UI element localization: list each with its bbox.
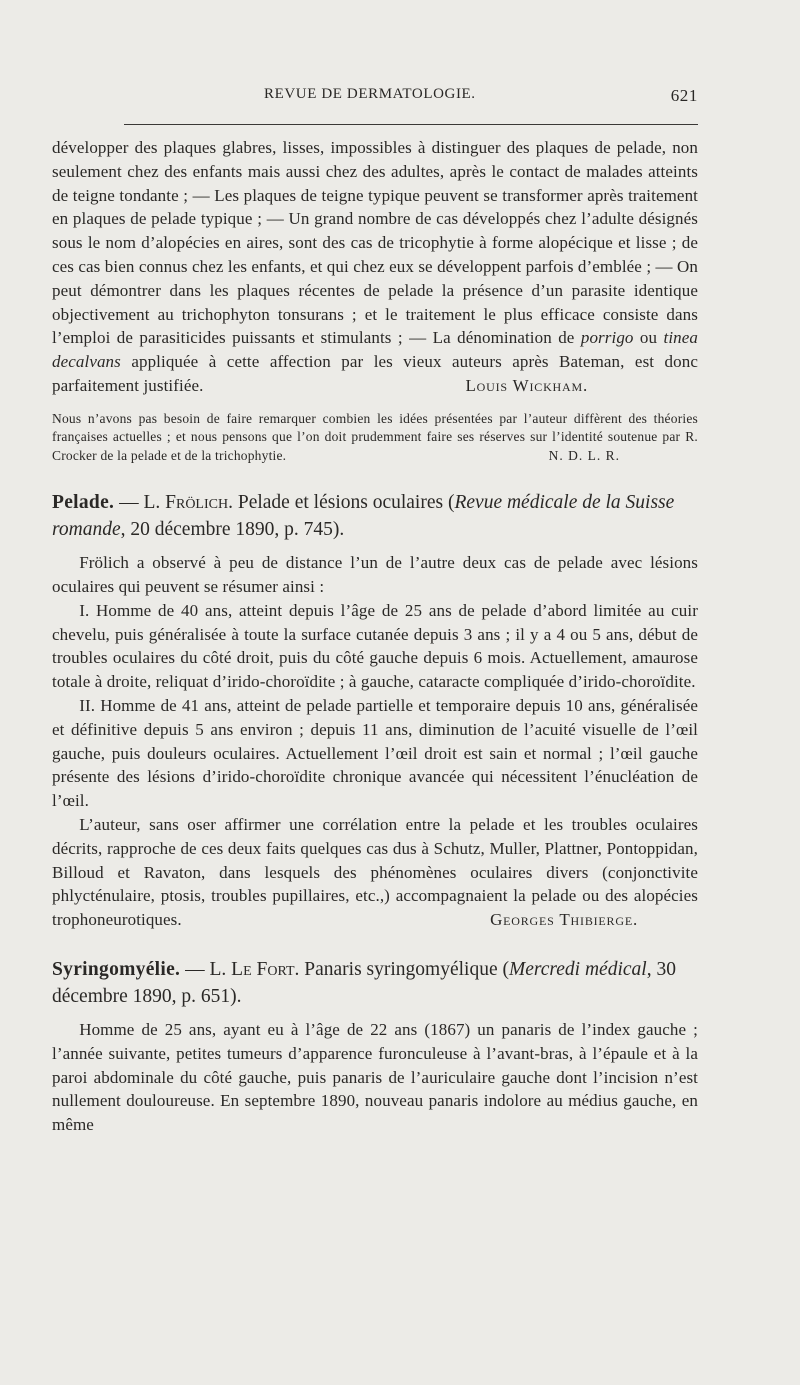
lefort-section (52, 956, 698, 1137)
running-title: REVUE DE DERMATOLOGIE. (264, 86, 476, 102)
term-porrigo: porrigo (580, 328, 634, 348)
term-tinea-decalvans: tinea decalvans (52, 328, 699, 372)
journal-name: Mercredi médical (508, 959, 647, 981)
wickham-section (52, 136, 698, 398)
editorial-note (52, 410, 698, 466)
lefort-heading: Syringomyélie. — L. Le Fort. Panaris syringomyélique (Mercredi médical, 30 décembre 1890, p. 651). (52, 959, 676, 1008)
signature-thibierge: Georges Thibierge. (490, 910, 638, 930)
frolich-intro: Frölich a observé à peu de distance l’un de l’autre deux cas de pelade avec lésions oculaires qui peuvent se résumer ainsi : (52, 553, 698, 597)
frolich-heading: Pelade. — L. Frölich. Pelade et lésions oculaires (Revue médicale de la Suisse romande, 20 décembre 1890, p. 745). (52, 492, 675, 541)
note-signature: N. D. L. R. (548, 447, 620, 463)
page-number: 621 (670, 86, 698, 105)
journal-name: Revue médicale de la Suisse romande (52, 492, 675, 541)
page-header (52, 86, 698, 108)
frolich-discussion: L’auteur, sans oser affirmer une corrélation entre la pelade et les troubles oculaires décrits, rapproche de ces deux faits quelques cas dus à Schutz, Muller, Plattner, Pontoppidan, Billoud et Ravaton, dans lesquels des phénomènes oculaires divers (conjonctivite phlycténulaire, ptosis, troubles pupillaires, etc.,) accompagnaient la pelade ou des alopécies trophoneurotiques. Georges Thibierge. (52, 813, 698, 932)
frolich-case-1: I. Homme de 40 ans, atteint depuis l’âge de 25 ans de pelade d’abord limitée au cuir chevelu, puis généralisée à toute la surface cutanée depuis 3 ans ; il y a 4 ou 5 ans, début de troubles oculaires du côté droit, puis du côté gauche depuis 6 mois. Actuellement, amaurose totale à droite, reliquat d’irido-choroïdite ; à gauche, cataracte compliquée d’irido-choroïdite. (52, 600, 698, 692)
lefort-paragraph: Homme de 25 ans, ayant eu à l’âge de 22 ans (1867) un panaris de l’index gauche ; l’année suivante, petites tumeurs d’apparence furonculeuse à l’avant-bras, à l’épaule et à la paroi abdominale du côté gauche, puis panaris de l’auriculaire gauche dont l’incision n’est nullement douloureuse. En septembre 1890, nouveau panaris indolore au médius gauche, en même (52, 1020, 698, 1135)
signature-wickham: Louis Wickham. (465, 375, 588, 395)
frolich-section (52, 489, 698, 932)
header-rule (124, 124, 698, 125)
note-text: Nous n’avons pas besoin de faire remarquer combien les idées présentées par l’auteur diffèrent des théories françaises actuelles ; et nous pensons que l’on doit prudemment faire ses réserves sur l’identité soutenue par R. Crocker de la pelade et de la trichophytie. (52, 410, 698, 463)
journal-page (52, 86, 698, 1137)
wickham-paragraph: développer des plaques glabres, lisses, impossibles à distinguer des plaques de pelade, non seulement chez des enfants mais aussi chez des adultes, après le contact de malades atteints de teigne tondante ; — Les plaques de teigne typique peuvent se transformer après traitement en plaques de pelade typique ; — Un grand nombre de cas développés chez l’adulte désignés sous le nom d’alopécies en aires, sont des cas de tricophytie à forme alopécique et lisse ; de ces cas bien connus chez les enfants, et qui chez eux se développent parfois d’emblée ; — On peut démontrer dans les plaques récentes de pelade la présence d’un parasite identique objectivement au trichophyton tonsurans ; et le traitement le plus efficace consiste dans l’emploi de parasiticides puissants et stimulants ; — La dénomination de porrigo ou tinea decalvans appliquée à cette affection par les vieux auteurs après Bateman, est donc parfaitement justifiée. Louis Wickham. (52, 136, 698, 398)
frolich-case-2: II. Homme de 41 ans, atteint de pelade partielle et temporaire depuis 10 ans, généralisée et définitive depuis 5 ans environ ; depuis 11 ans, diminution de l’acuité visuelle de l’œil gauche, puis douleurs oculaires. Actuellement l’œil droit est sain et normal ; l’œil gauche présente des lésions d’irido-choroïdite chronique avancée qui nécessitent l’énucléation de l’œil. (52, 696, 698, 811)
